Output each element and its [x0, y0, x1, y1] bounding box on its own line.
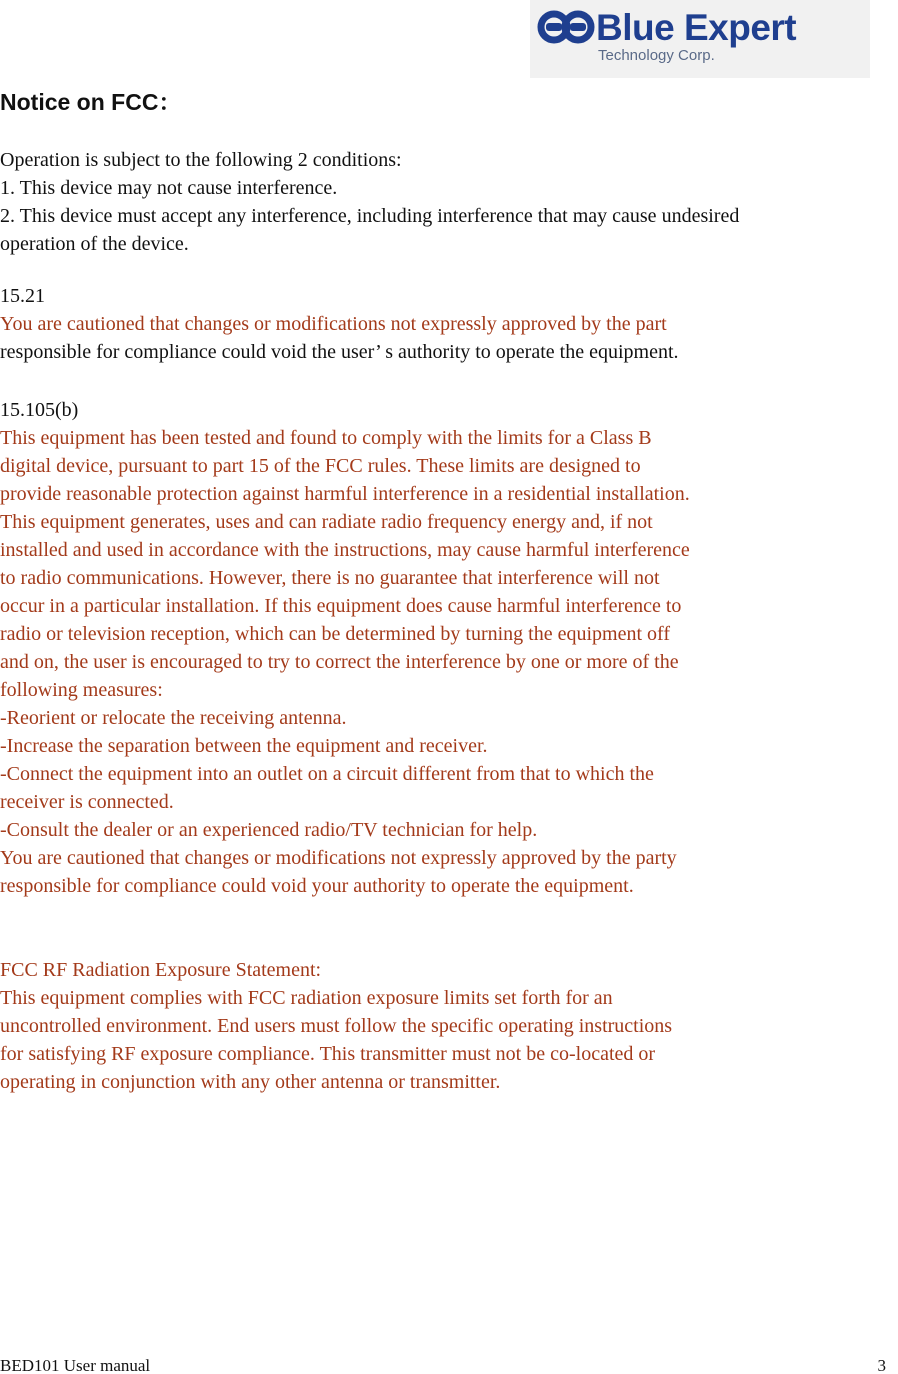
section-text-line: to radio communications. However, there is no guarantee that interference will not — [0, 567, 660, 589]
section-text-line: following measures: — [0, 679, 163, 701]
section-text-line: radio or television reception, which can be determined by turning the equipment off — [0, 623, 670, 645]
rf-statement-line: for satisfying RF exposure compliance. This transmitter must not be co-located or — [0, 1043, 656, 1065]
section-15-105b — [0, 396, 898, 900]
section-15-21 — [0, 282, 898, 366]
company-logo — [530, 0, 870, 78]
section-text-line: provide reasonable protection against harmful interference in a residential installation. — [0, 483, 690, 505]
section-text-line: responsible for compliance could void the user’ s authority to operate the equipment. — [0, 341, 679, 363]
section-number: 15.105(b) — [0, 399, 79, 421]
rf-statement-line: operating in conjunction with any other antenna or transmitter. — [0, 1071, 501, 1093]
section-text-line: and on, the user is encouraged to try to correct the interference by one or more of the — [0, 651, 679, 673]
condition-2: 2. This device must accept any interference, including interference that may cause undesired — [0, 205, 740, 227]
section-text-line: This equipment has been tested and found to comply with the limits for a Class B — [0, 427, 652, 449]
logo-brand-text: Blue Expert — [596, 7, 797, 48]
condition-2-continued: operation of the device. — [0, 233, 189, 255]
measure-item: -Connect the equipment into an outlet on a circuit different from that to which the — [0, 763, 654, 785]
conditions-intro: Operation is subject to the following 2 conditions: — [0, 149, 402, 171]
conditions-section — [0, 146, 898, 258]
blueexpert-logo-graphic — [530, 0, 870, 78]
page-heading: Notice on FCC： — [0, 89, 182, 115]
measure-item-continued: receiver is connected. — [0, 791, 174, 813]
footer-manual-title: BED101 User manual — [0, 1356, 151, 1374]
section-text-line: installed and used in accordance with the instructions, may cause harmful interference — [0, 539, 690, 561]
footer-page-number: 3 — [877, 1356, 886, 1374]
section-text-line: This equipment generates, uses and can radiate radio frequency energy and, if not — [0, 511, 653, 533]
section-text-line: occur in a particular installation. If this equipment does cause harmful interference to — [0, 595, 682, 617]
rf-exposure-section — [0, 956, 898, 1096]
section-number: 15.21 — [0, 285, 45, 307]
rf-statement-line: This equipment complies with FCC radiation exposure limits set forth for an — [0, 987, 613, 1009]
measure-item: -Consult the dealer or an experienced radio/TV technician for help. — [0, 819, 538, 841]
logo-subtitle-text: Technology Corp. — [598, 47, 715, 64]
section-text-line: You are cautioned that changes or modifications not expressly approved by the party — [0, 847, 677, 869]
measure-item: -Increase the separation between the equipment and receiver. — [0, 735, 488, 757]
rf-statement-title: FCC RF Radiation Exposure Statement: — [0, 959, 322, 981]
measure-item: -Reorient or relocate the receiving antenna. — [0, 707, 347, 729]
condition-1: 1. This device may not cause interference. — [0, 177, 338, 199]
section-text-line: digital device, pursuant to part 15 of the FCC rules. These limits are designed to — [0, 455, 641, 477]
section-text-line: You are cautioned that changes or modifications not expressly approved by the part — [0, 313, 667, 335]
section-text-line: responsible for compliance could void your authority to operate the equipment. — [0, 875, 634, 897]
rf-statement-line: uncontrolled environment. End users must follow the specific operating instructions — [0, 1015, 673, 1037]
